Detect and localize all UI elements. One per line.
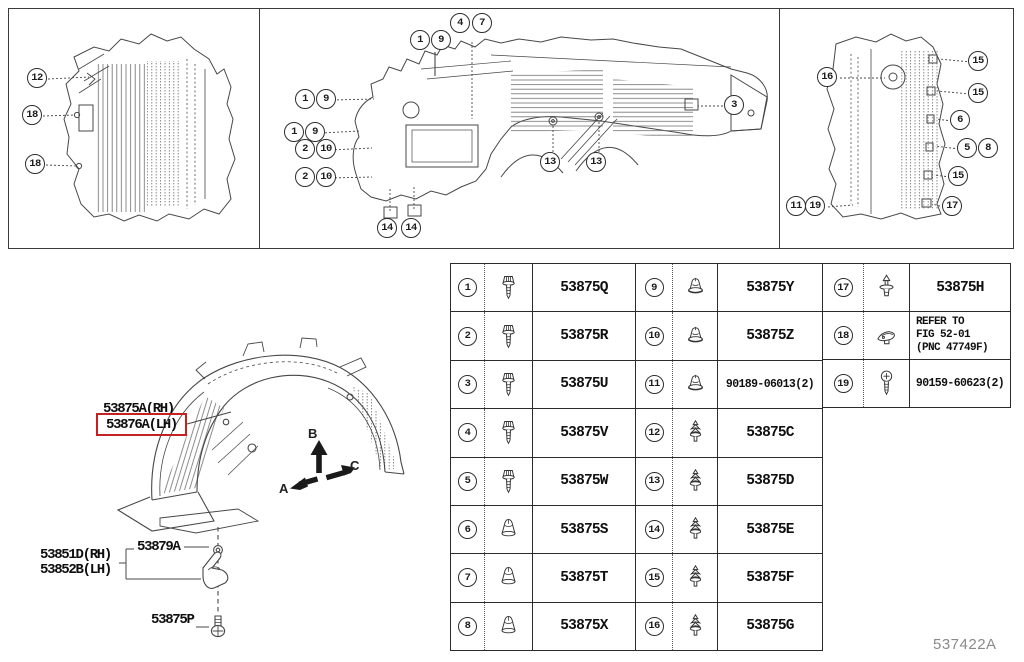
callout-19: 19: [805, 196, 825, 216]
callout-18: 18: [25, 154, 45, 174]
direction-label-a: A: [279, 481, 289, 496]
part-number-cell[interactable]: 53875S: [560, 521, 608, 538]
table-row: [451, 409, 635, 457]
row-number-cell: [636, 458, 673, 505]
row-number: 18: [834, 326, 853, 345]
row-number: 9: [645, 278, 664, 297]
row-number-cell: [823, 264, 864, 311]
row-number-cell: [451, 603, 485, 650]
table-row: [451, 506, 635, 554]
row-number: 7: [458, 568, 477, 587]
table-row: [636, 603, 822, 650]
part-label-bracket-rh: 53851D(RH): [40, 547, 112, 563]
callout-2: 2: [295, 139, 315, 159]
part-number-cell[interactable]: 53875F: [746, 569, 794, 586]
part-number-cell[interactable]: 90189-06013(2): [725, 377, 815, 391]
row-number-cell: [636, 361, 673, 408]
table-row: [636, 361, 822, 409]
callout-8: 8: [978, 138, 998, 158]
row-number: 5: [458, 472, 477, 491]
table-row: [451, 603, 635, 650]
row-number: 15: [645, 568, 664, 587]
grom2-fastener-icon: [673, 312, 718, 359]
callout-14: 14: [401, 218, 421, 238]
callout-9: 9: [431, 30, 451, 50]
part-number-cell[interactable]: [910, 312, 1010, 359]
table-row: [636, 506, 822, 554]
callout-9: 9: [316, 89, 336, 109]
row-number-cell: [451, 506, 485, 553]
orientation-arrows: [290, 440, 355, 490]
parts-table-group-2: [635, 263, 823, 651]
grom-fastener-icon: [485, 603, 533, 650]
callout-1: 1: [295, 89, 315, 109]
panel-divider-1: [259, 9, 260, 248]
row-number: 16: [645, 617, 664, 636]
callout-11: 11: [786, 196, 806, 216]
callout-17: 17: [942, 196, 962, 216]
table-row: [636, 264, 822, 312]
pin-fastener-icon: [864, 264, 910, 311]
panel-divider-2: [779, 9, 780, 248]
table-row: [823, 360, 1010, 407]
row-number-cell: [451, 264, 485, 311]
table-row: [636, 458, 822, 506]
row-number-cell: [451, 409, 485, 456]
screw-fastener-icon: [485, 361, 533, 408]
grom2-fastener-icon: [673, 361, 718, 408]
callout-13: 13: [540, 152, 560, 172]
callout-10: 10: [316, 167, 336, 187]
part-label-screw: 53875P: [151, 612, 194, 628]
row-number: 10: [645, 327, 664, 346]
callout-1: 1: [284, 122, 304, 142]
dash-panel-underbody-drawing: [261, 9, 779, 247]
part-number-cell[interactable]: 53875Y: [746, 279, 794, 296]
screw2-fastener-icon: [864, 360, 910, 407]
part-label-rh: 53875A(RH): [103, 401, 175, 417]
table-row: [451, 312, 635, 360]
row-number-cell: [636, 603, 673, 650]
part-number-cell[interactable]: 53875C: [746, 424, 794, 441]
callout-15: 15: [948, 166, 968, 186]
row-number-cell: [451, 458, 485, 505]
screw-fastener-icon: [485, 264, 533, 311]
table-row: [451, 361, 635, 409]
tree-fastener-icon: [673, 506, 718, 553]
table-row: [451, 458, 635, 506]
table-row: [823, 312, 1010, 360]
callout-9: 9: [305, 122, 325, 142]
part-note-line: (PNC 47749F): [916, 341, 989, 354]
part-number-cell[interactable]: 53875T: [560, 569, 608, 586]
row-number-cell: [636, 312, 673, 359]
row-number: 3: [458, 375, 477, 394]
part-number-cell[interactable]: 53875R: [560, 328, 608, 345]
table-row: [636, 409, 822, 457]
row-number-cell: [823, 312, 864, 359]
row-number-cell: [823, 360, 864, 407]
row-number: 13: [645, 472, 664, 491]
part-note-line: REFER TO: [916, 316, 965, 329]
row-number: 12: [645, 423, 664, 442]
table-row: [823, 264, 1010, 312]
part-number-cell[interactable]: 53875H: [936, 279, 984, 296]
part-label-clip: 53879A: [137, 539, 180, 555]
highlighted-part-box[interactable]: [96, 413, 187, 436]
wing-fastener-icon: [864, 312, 910, 359]
figure-code: 537422A: [933, 636, 997, 653]
table-row: [451, 264, 635, 312]
callout-2: 2: [295, 167, 315, 187]
tree-fastener-icon: [673, 409, 718, 456]
callout-3: 3: [724, 95, 744, 115]
part-number-cell[interactable]: 53875D: [746, 473, 794, 490]
row-number-cell: [451, 361, 485, 408]
row-number: 14: [645, 520, 664, 539]
part-number-cell[interactable]: 53875Q: [560, 279, 608, 296]
row-number-cell: [636, 409, 673, 456]
parts-table-group-3: [822, 263, 1011, 408]
row-number-cell: [636, 264, 673, 311]
tree-fastener-icon: [673, 554, 718, 601]
callout-16: 16: [817, 67, 837, 87]
row-number-cell: [451, 554, 485, 601]
part-label-bracket-lh: 53852B(LH): [40, 562, 112, 578]
callout-5: 5: [957, 138, 977, 158]
row-number: 1: [458, 278, 477, 297]
front-fender-liner-inner-view-drawing: [9, 9, 257, 247]
part-note-line: FIG 52-01: [916, 329, 971, 342]
callout-12: 12: [27, 68, 47, 88]
grom-fastener-icon: [485, 554, 533, 601]
row-number-cell: [636, 554, 673, 601]
part-number-cell[interactable]: 53875V: [560, 424, 608, 441]
part-number-cell[interactable]: 53875U: [560, 376, 608, 393]
screw-fastener-icon: [485, 409, 533, 456]
direction-label-b: B: [308, 426, 318, 441]
row-number: 6: [458, 520, 477, 539]
parts-table-group-1: [450, 263, 636, 651]
table-row: [451, 554, 635, 602]
row-number: 8: [458, 617, 477, 636]
screw-fastener-icon: [485, 312, 533, 359]
row-number: 19: [834, 374, 853, 393]
callout-18: 18: [22, 105, 42, 125]
table-row: [636, 554, 822, 602]
grom2-fastener-icon: [673, 264, 718, 311]
part-number-cell[interactable]: 90159-60623(2): [915, 377, 1005, 390]
part-number-cell[interactable]: 53875E: [746, 521, 794, 538]
fender-liner-detail-drawing: [0, 300, 460, 662]
callout-14: 14: [377, 218, 397, 238]
callout-6: 6: [950, 110, 970, 130]
screw-fastener-icon: [485, 458, 533, 505]
tree-fastener-icon: [673, 458, 718, 505]
row-number: 4: [458, 423, 477, 442]
row-number: 11: [645, 375, 664, 394]
grom-fastener-icon: [485, 506, 533, 553]
part-number-cell[interactable]: 53875W: [560, 473, 608, 490]
callout-10: 10: [316, 139, 336, 159]
table-row: [636, 312, 822, 360]
part-number-cell[interactable]: 53875G: [746, 618, 794, 635]
callout-7: 7: [472, 13, 492, 33]
row-number-cell: [451, 312, 485, 359]
part-label-lh-highlighted: 53876A(LH): [105, 416, 177, 433]
row-number-cell: [636, 506, 673, 553]
tree-fastener-icon: [673, 603, 718, 650]
row-number: 17: [834, 278, 853, 297]
callout-4: 4: [450, 13, 470, 33]
row-number: 2: [458, 327, 477, 346]
callout-1: 1: [410, 30, 430, 50]
part-number-cell[interactable]: 53875Z: [746, 328, 794, 345]
top-panels-frame: [8, 8, 1014, 249]
part-number-cell[interactable]: 53875X: [560, 618, 608, 635]
direction-label-c: C: [350, 458, 360, 473]
callout-15: 15: [968, 83, 988, 103]
callout-15: 15: [968, 51, 988, 71]
callout-13: 13: [586, 152, 606, 172]
